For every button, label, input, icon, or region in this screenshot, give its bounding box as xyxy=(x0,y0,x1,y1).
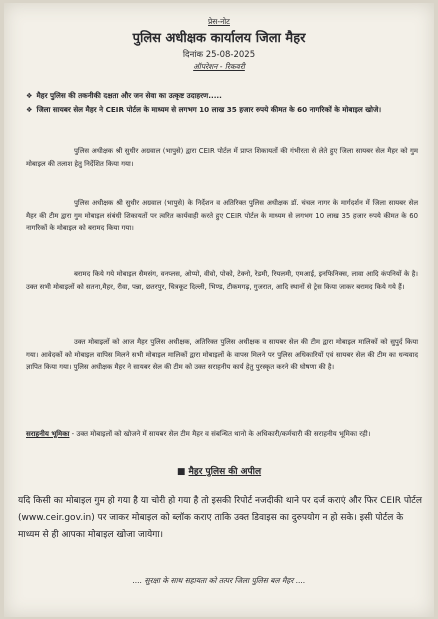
appreciation-text: - उक्त मोबाइलों को खोजने में सायबर सेल टीम मैहर व संबन्धित थानो के अधिकारी/कर्मचारी की सराहनीय भूमिका रही। xyxy=(71,430,371,438)
appeal-title: मैहर पुलिस की अपील xyxy=(188,467,262,477)
appeal-heading xyxy=(4,464,434,477)
paragraph-4: उक्त मोबाइलों को आज मैहर पुलिस अधीक्षक, अतिरिक्त पुलिस अधीक्षक व सायबर सेल की टीम द्वारा मोबाइल मालिकों को सुपुर्द किया गया। आवेदकों को मोबाइल वापिस मिलने सभी मोबाइल मालिकों द्वारा मोबाइलों के वापस मिलने पर पुलिस अधिकारियों एवं सायबर सेल की टीम का धन्यवाद ज्ञापित किया गया। पुलिस अधीक्षक मैहर ने सायबर सेल की टीम को उक्त सराहनीय कार्य हेतु पुरस्कृत करने की घोषणा की है। xyxy=(26,338,418,372)
office-title: पुलिस अधीक्षक कार्यालय जिला मैहर xyxy=(132,31,306,46)
appreciation-section xyxy=(26,428,418,441)
paragraph-3: बरामद किये गये मोबाइल सैमसंग, वनप्लस, ओप्पो, वीवो, पोको, टेक्नो, रेडमी, रियलमी, एमआई, इनफिनिक्स, लावा आदि कंपनियों के है। उक्त सभी मोबाइलों को सतना,मैहर, रीवा, पन्ना, छतरपुर, चित्रकूट दिल्ली, भिण्ड, टीकमगढ़, गुजरात, आदि स्थानों से ट्रेस किया जाकर बरामद किये गये हैं। xyxy=(26,270,418,291)
press-note-page xyxy=(4,3,434,617)
press-note-label: प्रेस-नोट xyxy=(208,17,230,26)
paragraph-1: पुलिस अधीक्षक श्री सुधीर अग्रवाल (भापुसे) द्वारा CEIR पोर्टल में प्राप्त शिकायतों की गंभीरता से लेते हुए जिला सायबर सेल मैहर को गुम मोबाइल की तलाश हेतु निर्देशित किया गया। xyxy=(26,147,418,168)
operation-title: ऑपरेशन - रिकवरी xyxy=(193,62,245,71)
date-line: दिनांक 25-08-2025 xyxy=(182,50,256,60)
paragraph-2: पुलिस अधीक्षक श्री सुधीर अग्रवाल (भापुसे) के निर्देशन व अतिरिक्त पुलिस अधीक्षक डॉ. चंचल नागर के मार्गदर्शन में जिला सायबर सेल मैहर की टीम द्वारा गुम मोबाइल संबंधी शिकायतों पर त्वरित कार्यवाही करते हुए CEIR पोर्टल के माध्यम से लगभग 10 लाख 35 हजार रुपये कीमत के 60 नागरिकों के मोबाइल को बरामद किया गया। xyxy=(26,199,418,233)
bullet-text: जिला सायबर सेल मैहर ने CEIR पोर्टल के माध्यम से लगभग 10 लाख 35 हजार रुपये कीमत के 60 नागरिकों के मोबाइल खोजे। xyxy=(36,105,382,114)
bullet-text: मैहर पुलिस की तकनीकी दक्षता और जन सेवा का उत्कृष्ट उदाहरण..... xyxy=(36,91,222,100)
diamond-bullet-icon: ❖ xyxy=(26,91,33,100)
diamond-bullet-icon: ❖ xyxy=(26,105,33,114)
square-bullet-icon: ■ xyxy=(176,467,186,477)
bullet-1 xyxy=(26,89,418,102)
appeal-text: यदि किसी का मोबाइल गुम हो गया है या चोरी हो गया है तो इसकी रिपोर्ट नजदीकी थाने पर दर्ज कराएं और फिर CEIR पोर्टल (www.ceir.gov.in) पर जाकर मोबाइल को ब्लॉक कराए ताकि उक्त डिवाइस का दुरुपयोग न हो सके। इसी पोर्टल के माध्यम से ही आपका मोबाइल खोजा जायेगा। xyxy=(18,496,422,540)
footer-slogan: .... सुरक्षा के साथ सहायता को तत्पर जिला पुलिस बल मैहर .... xyxy=(132,576,306,585)
bullet-2 xyxy=(26,103,418,116)
appreciation-label: सराहनीय भूमिका xyxy=(26,430,70,438)
